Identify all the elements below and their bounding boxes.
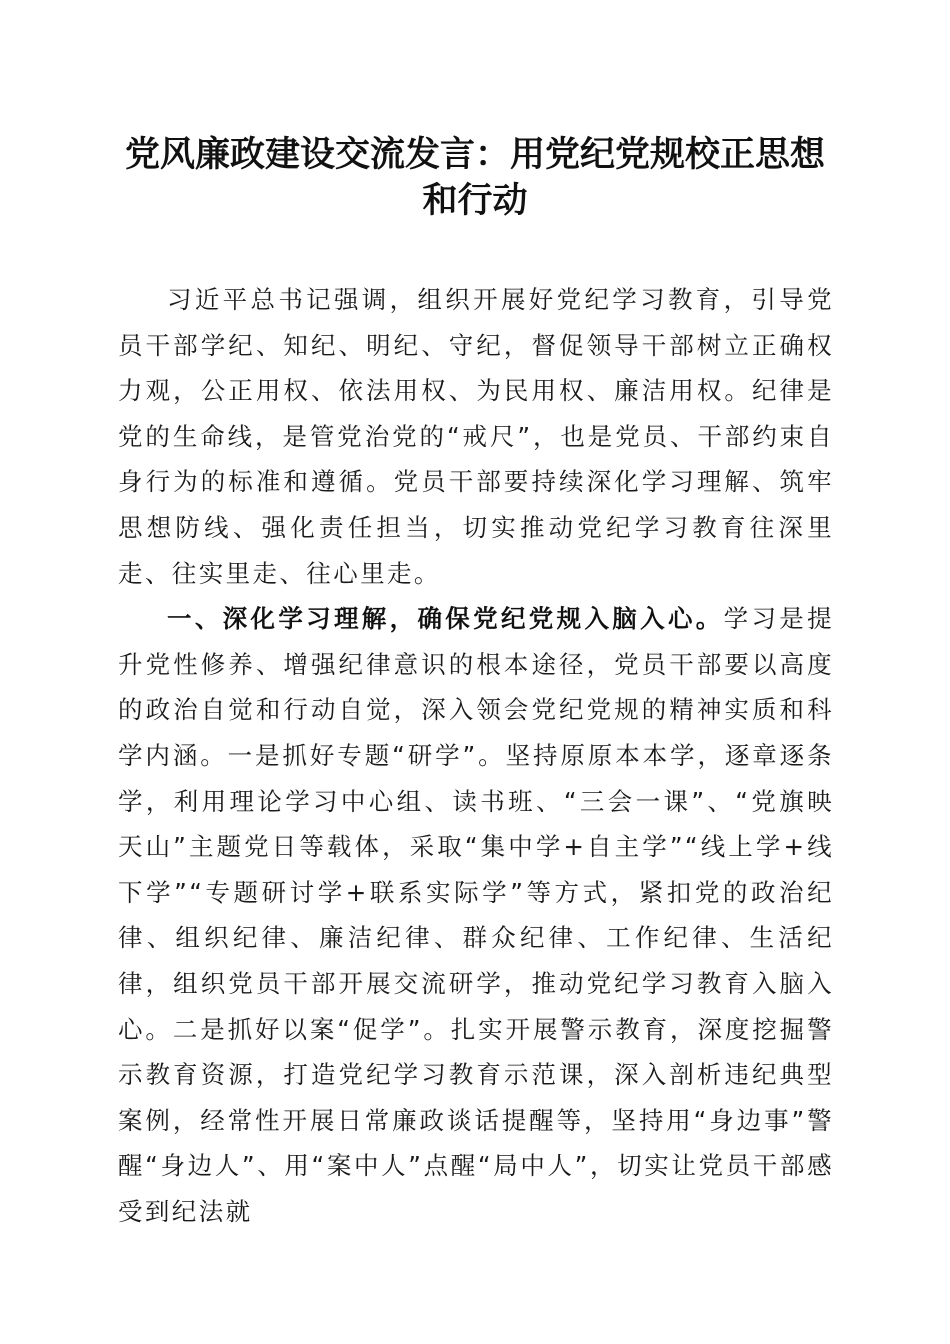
paragraph-section-1 [118,596,834,1234]
title-line-1: 党风廉政建设交流发言：用党纪党规校正思想 [124,134,825,175]
title-line-2: 和行动 [422,180,528,221]
document-body [118,277,834,1234]
paragraph-text: 学习是提升党性修养、增强纪律意识的根本途径，党员干部要以高度的政治自觉和行动自觉，深入领会党纪党规的精神实质和科学内涵。一是抓好专题“研学”。坚持原原本本学，逐章逐条学，利用理论学习中心组、读书班、“三会一课”、“党旗映天山”主题党日等载体，采取“集中学+自主学”“线上学+线下学”“专题研讨学+联系实际学”等方式，紧扣党的政治纪律、组织纪律、廉洁纪律、群众纪律、工作纪律、生活纪律，组织党员干部开展交流研学，推动党纪学习教育入脑入心。二是抓好以案“促学”。扎实开展警示教育，深度挖掘警示教育资源，打造党纪学习教育示范课，深入剖析违纪典型案例，经常性开展日常廉政谈话提醒等，坚持用“身边事”警醒“身边人”、用“案中人”点醒“局中人”，切实让党员干部感受到纪法就 [118,604,834,1226]
paragraph-text: 习近平总书记强调，组织开展好党纪学习教育，引导党员干部学纪、知纪、明纪、守纪，督促领导干部树立正确权力观，公正用权、依法用权、为民用权、廉洁用权。纪律是党的生命线，是管党治党的“戒尺”，也是党员、干部约束自身行为的标准和遵循。党员干部要持续深化学习理解、筑牢思想防线、强化责任担当，切实推动党纪学习教育往深里走、往实里走、往心里走。 [118,285,834,588]
section-heading: 一、深化学习理解，确保党纪党规入脑入心。 [167,604,724,634]
paragraph-intro [118,277,834,596]
document-title [100,132,850,224]
